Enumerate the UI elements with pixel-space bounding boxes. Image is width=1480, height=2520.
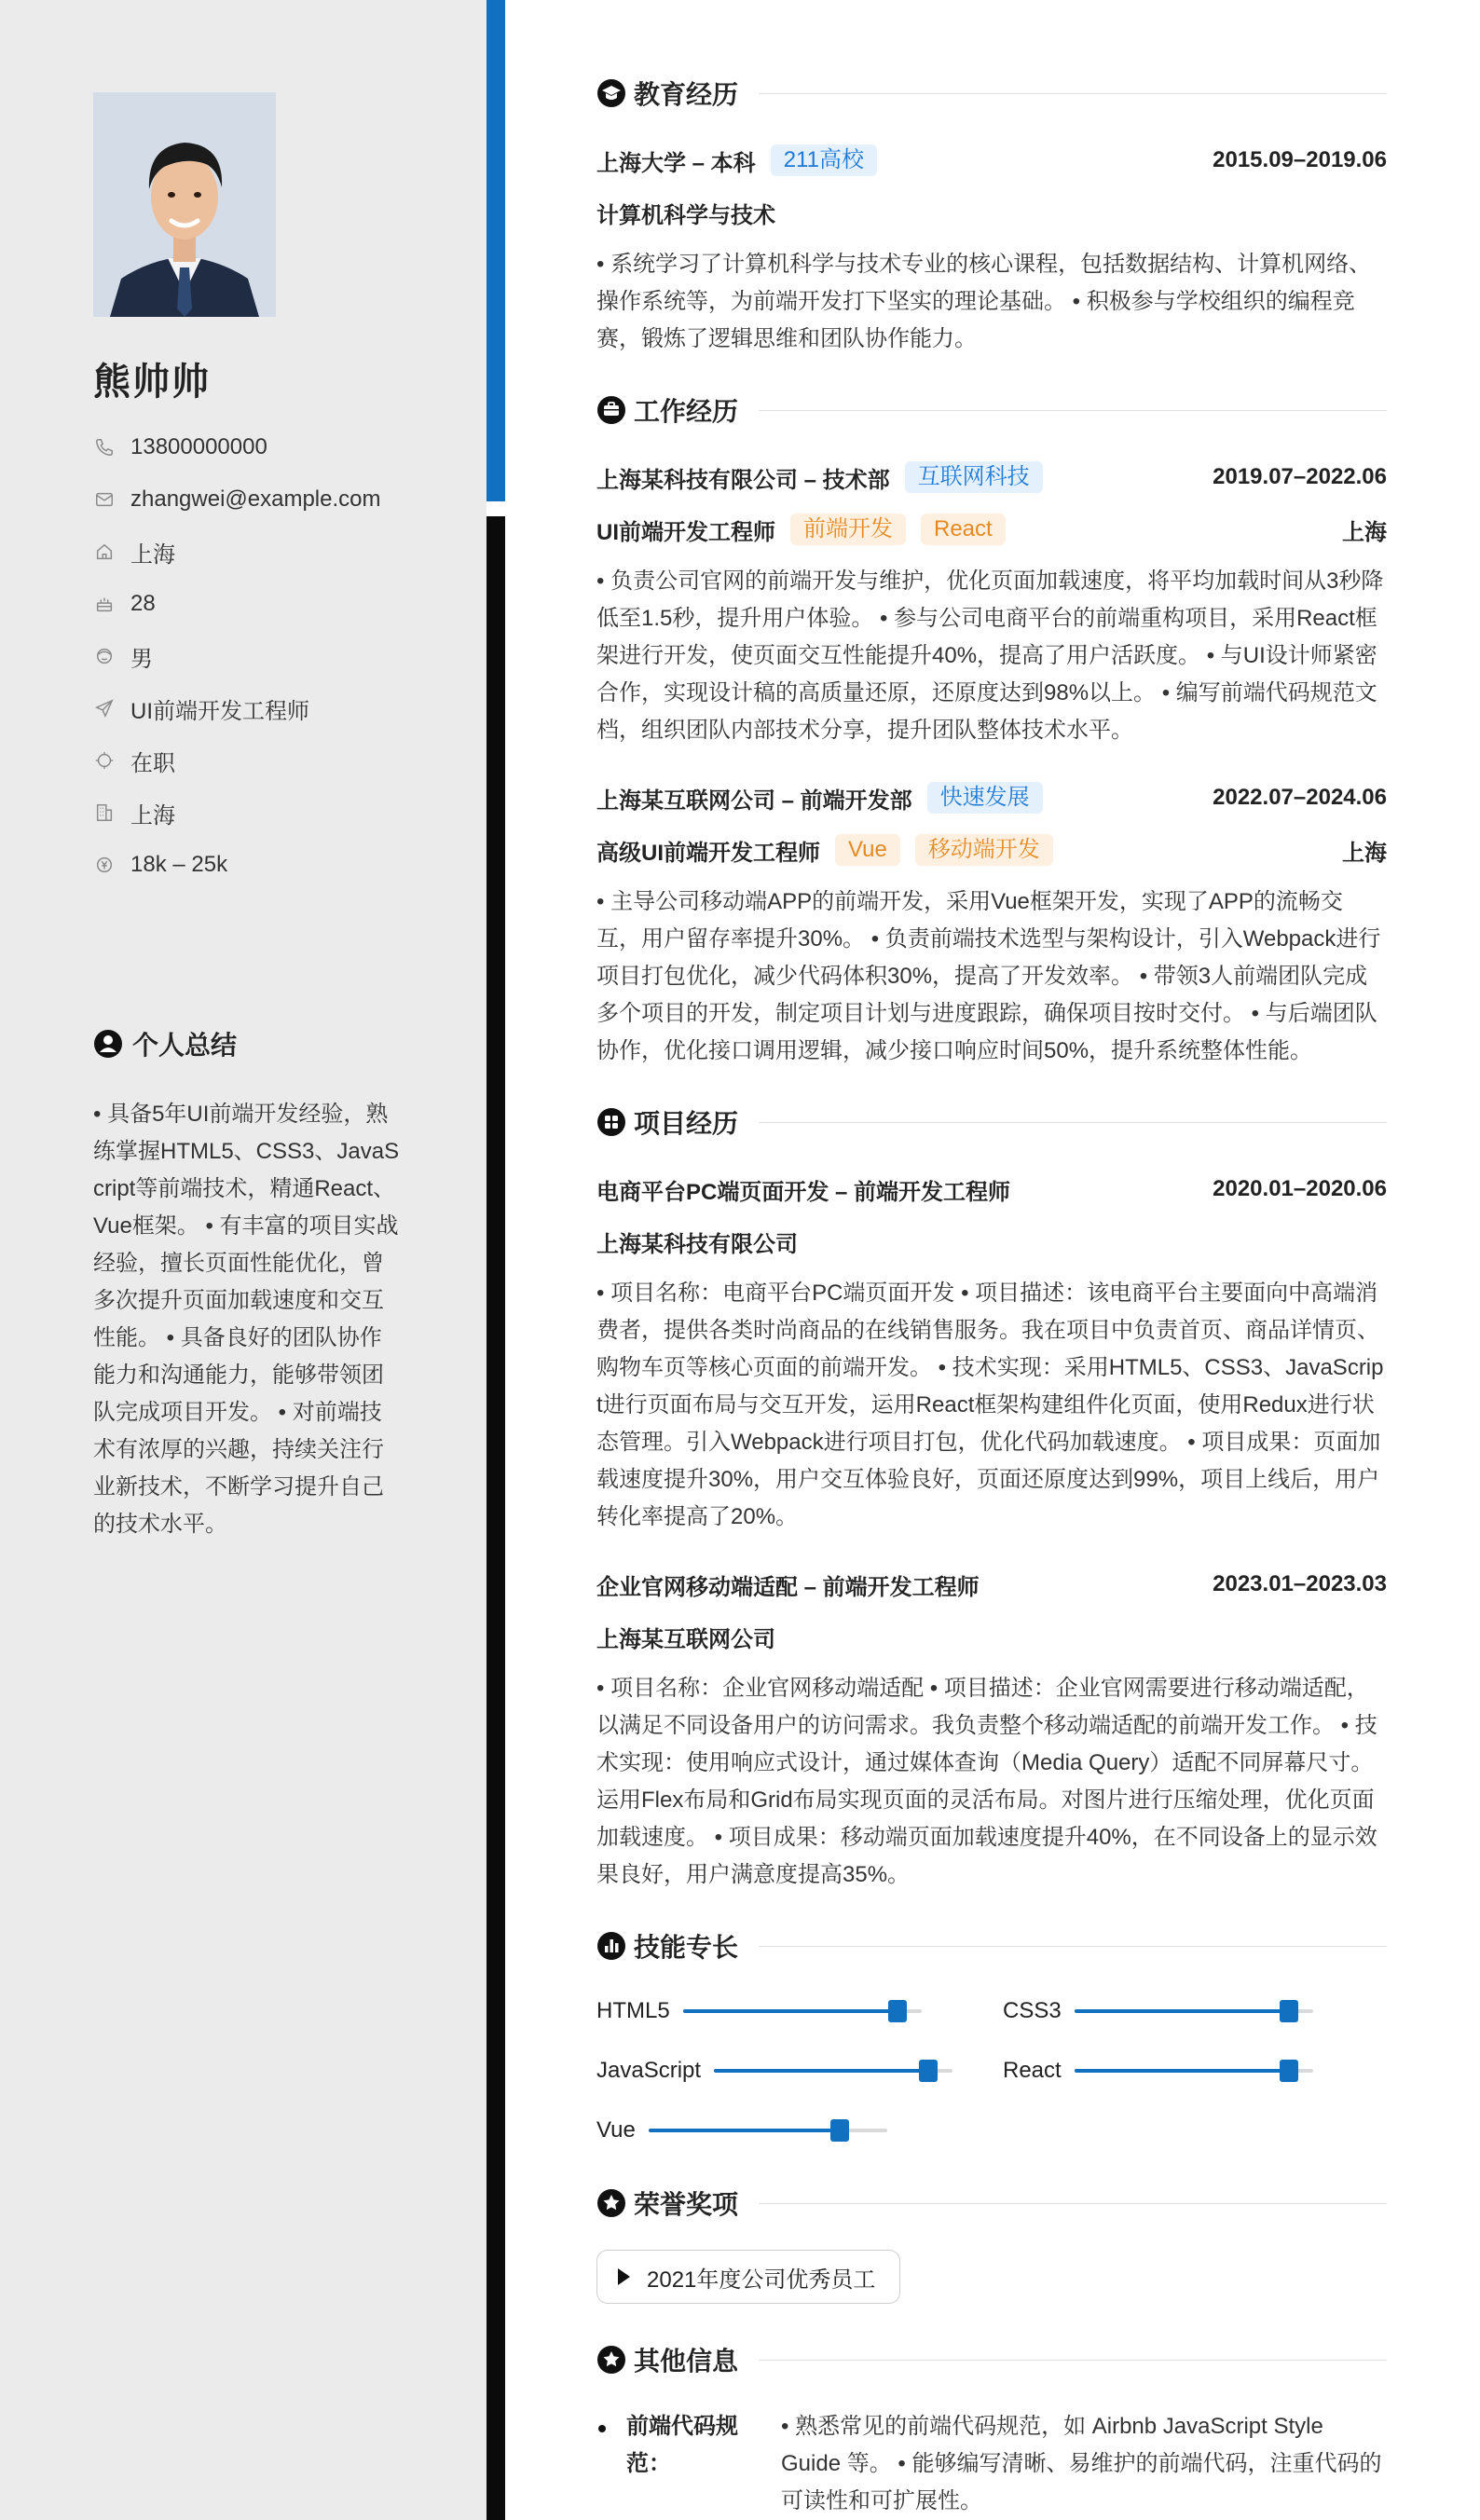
divider-bar [486,516,505,2520]
job-1-company-row [596,459,1387,496]
project-2-company-row [596,1618,1387,1655]
skill-fill [1075,2009,1289,2013]
summary-title: 个人总结 [132,1031,238,1060]
skill-fill [683,2009,898,2013]
skill-name: JavaScript [596,2058,702,2083]
education-school-row [596,142,1387,179]
other-title: 其他信息 [634,2347,739,2376]
project-period: 2023.01–2023.03 [1213,1571,1387,1596]
skill-knob [1280,2000,1298,2022]
briefcase-icon [596,395,626,425]
section-divider [759,1122,1387,1123]
other-heading [596,2341,1387,2378]
skill-vue [596,2112,887,2149]
gender-face-icon [93,645,116,667]
project-company: 上海某科技有限公司 [596,1231,798,1257]
building-icon [93,801,116,824]
skill-knob [1280,2060,1298,2082]
email-text: zhangwei@example.com [130,486,381,512]
awards-heading [596,2184,1387,2222]
skill-track [1075,2069,1313,2073]
project-name: 电商平台PC端页面开发 – 前端开发工程师 [596,1179,1011,1205]
skill-html5 [596,1993,922,2030]
section-divider [759,410,1387,411]
profile-photo [93,92,276,317]
home-icon [93,541,116,563]
job-city: 上海 [1342,840,1387,866]
send-icon [93,697,116,719]
job-1-description: • 负责公司官网的前端开发与维护，优化页面加载速度，将平均加载时间从3秒降低至1.5秒，提升用户体验。 • 参与公司电商平台的前端重构项目，采用React框架进行开发，使页面交互性能提升40%，提高了用户活跃度。 • 与UI设计师紧密合作，实现设计稿的高质量还原，还原度达到98%以上。 • 编写前端代码规范文档，组织团队内部技术分享，提升团队整体技术水平。 [596,568,1384,743]
job-title-text: UI前端开发工程师 [130,698,309,724]
project-name: 企业官网移动端适配 – 前端开发工程师 [596,1574,980,1600]
summary-text: • 具备5年UI前端开发经验，熟练掌握HTML5、CSS3、JavaScript等前端技术，精通React、Vue框架。 • 有丰富的项目实战经验，擅长页面性能优化，曾多次提升页面加载速度和交互性能。 • 具备良好的团队协作能力和沟通能力，能够带领团队完成项目开发。 • 对前端技术有浓厚的兴趣，持续关注行业新技术，不断学习提升自己的技术水平。 [93,1102,400,1537]
job-2-company-row [596,779,1387,816]
mail-icon [93,488,116,511]
project-1-description: • 项目名称：电商平台PC端页面开发 • 项目描述：该电商平台主要面向中高端消费者，提供各类时尚商品的在线销售服务。我在项目中负责首页、商品详情页、购物车页等核心页面的前端开发。 • 技术实现：采用HTML5、CSS3、JavaScript进行页面布局与交互开发，运用React框架构建组件化页面，使用Redux进行状态管理。引入Webpack进行项目打包，优化代码加载速度。 • 项目成果：页面加载速度提升30%，用户交互体验良好，页面还原度达到99%，项目上线后，用户转化率提高了20%。 [596,1281,1384,1529]
job-skill-tag: 移动端开发 [915,834,1053,866]
salary-text: 18k – 25k [130,852,228,877]
job-skill-tag: React [921,514,1006,545]
job-company-tag: 快速发展 [927,782,1043,814]
graduation-cap-icon [596,78,626,108]
project-2-title-row [596,1566,1387,1603]
project-period: 2020.01–2020.06 [1213,1176,1387,1201]
education-description: • 系统学习了计算机科学与技术专业的核心课程，包括数据结构、计算机网络、操作系统等，为前端开发打下坚实的理论基础。 • 积极参与学校组织的编程竞赛，锻炼了逻辑思维和团队协作能力。 [596,252,1372,351]
section-divider [759,1946,1387,1947]
info-row-city [93,787,381,839]
grid-apps-icon [596,1107,626,1137]
status-icon [93,749,116,772]
project-1-title-row [596,1171,1387,1208]
info-row-salary [93,839,381,891]
school-tag: 211高校 [771,144,877,176]
awards-title: 荣誉奖项 [634,2190,739,2219]
status-text: 在职 [130,750,175,776]
job-skill-tag: 前端开发 [790,514,906,545]
job-2-position-row [596,831,1387,869]
skill-name: Vue [596,2117,636,2143]
job-period: 2019.07–2022.06 [1213,464,1387,489]
user-circle-icon [93,1029,123,1059]
sidebar [0,0,486,2520]
salary-icon [93,854,116,876]
skill-knob [888,2000,907,2022]
award-text: 2021年度公司优秀员工 [647,2267,876,2293]
skill-name: HTML5 [596,1998,670,2023]
skill-css3 [1003,1993,1313,2030]
job-2-description: • 主导公司移动端APP的前端开发，采用Vue框架开发，实现了APP的流畅交互，用户留存率提升30%。 • 负责前端技术选型与架构设计，引入Webpack进行项目打包优化，减少代码体积30%，提高了开发效率。 • 带领3人前端团队完成多个项目的开发，制定项目计划与进度跟踪，确保项目按时交付。 • 与后端团队协作，优化接口调用逻辑，减少接口响应时间50%，提升系统整体性能。 [596,889,1381,1063]
award-medal-icon [596,2188,626,2218]
contact-info-list [93,421,381,891]
projects-heading [596,1103,1387,1141]
section-divider [759,2203,1387,2204]
other-text: • 熟悉常见的前端代码规范，如 Airbnb JavaScript Style Guide 等。 • 能够编写清晰、易维护的前端代码，注重代码的可读性和可扩展性。 [781,2414,1382,2513]
skill-javascript [596,2052,952,2089]
skill-track [714,2069,952,2073]
avatar-portrait-icon [93,92,276,317]
skills-title: 技能专长 [634,1933,739,1962]
info-row-age [93,578,381,630]
education-period: 2015.09–2019.06 [1213,147,1387,172]
job-company: 上海某科技有限公司 – 技术部 [596,467,890,493]
education-heading [596,75,1387,112]
job-city: 上海 [1342,519,1387,545]
project-1-company-row [596,1223,1387,1260]
skill-knob [919,2060,938,2082]
summary-heading [93,1025,237,1062]
job-company: 上海某互联网公司 – 前端开发部 [596,788,912,814]
skill-track [649,2129,887,2132]
skill-name: React [1003,2058,1062,2083]
school-name: 上海大学 – 本科 [596,150,756,176]
skill-name: CSS3 [1003,1998,1062,2023]
other-label: 前端代码规范： [626,2414,738,2476]
education-title: 教育经历 [634,80,739,109]
city-text: 上海 [130,802,175,829]
bar-chart-icon [596,1931,626,1961]
gender-text: 男 [130,646,153,672]
info-badge-icon [596,2345,626,2375]
section-divider [759,93,1387,94]
award-item [596,2250,900,2304]
project-2-description: • 项目名称：企业官网移动端适配 • 项目描述：企业官网需要进行移动端适配，以满足不同设备用户的访问需求。我负责整个移动端适配的前端开发工作。 • 技术实现：使用响应式设计，通过媒体查询（Media Query）适配不同屏幕尺寸。运用Flex布局和Grid布局实现页面的灵活布局。对图片进行压缩处理，优化页面加载速度。 • 项目成果：移动端页面加载速度提升40%，在不同设备上的显示效果良好，用户满意度提高35%。 [596,1676,1377,1887]
job-period: 2022.07–2024.06 [1213,785,1387,810]
other-item [596,2408,1387,2520]
bullet-dot-icon [598,2425,606,2432]
info-row-gender [93,630,381,682]
job-skill-tag: Vue [835,834,900,866]
info-row-email [93,473,381,526]
job-position: UI前端开发工程师 [596,519,775,545]
phone-text: 13800000000 [130,434,267,459]
accent-bar [486,0,505,501]
project-company: 上海某互联网公司 [596,1626,775,1652]
job-1-position-row [596,511,1387,548]
phone-icon [93,436,116,459]
profile-name: 熊帅帅 [93,362,211,403]
skill-fill [714,2069,928,2073]
job-company-tag: 互联网科技 [905,461,1043,493]
major-name: 计算机科学与技术 [596,202,775,228]
location-text: 上海 [130,541,175,568]
skill-fill [649,2129,840,2132]
info-row-location [93,526,381,578]
projects-title: 项目经历 [634,1109,739,1138]
age-text: 28 [130,591,156,616]
skills-heading [596,1927,1387,1965]
skill-knob [830,2119,849,2142]
play-triangle-icon [618,2268,630,2285]
job-position: 高级UI前端开发工程师 [596,840,820,866]
cake-icon [93,593,116,615]
work-title: 工作经历 [634,397,739,426]
work-heading [596,391,1387,429]
section-divider [759,2360,1387,2361]
skill-track [683,2009,922,2013]
info-row-status [93,734,381,787]
skill-react [1003,2052,1313,2089]
info-row-phone [93,421,381,473]
info-row-job-title [93,682,381,734]
education-major-row [596,194,1387,231]
skill-track [1075,2009,1313,2013]
skill-fill [1075,2069,1289,2073]
